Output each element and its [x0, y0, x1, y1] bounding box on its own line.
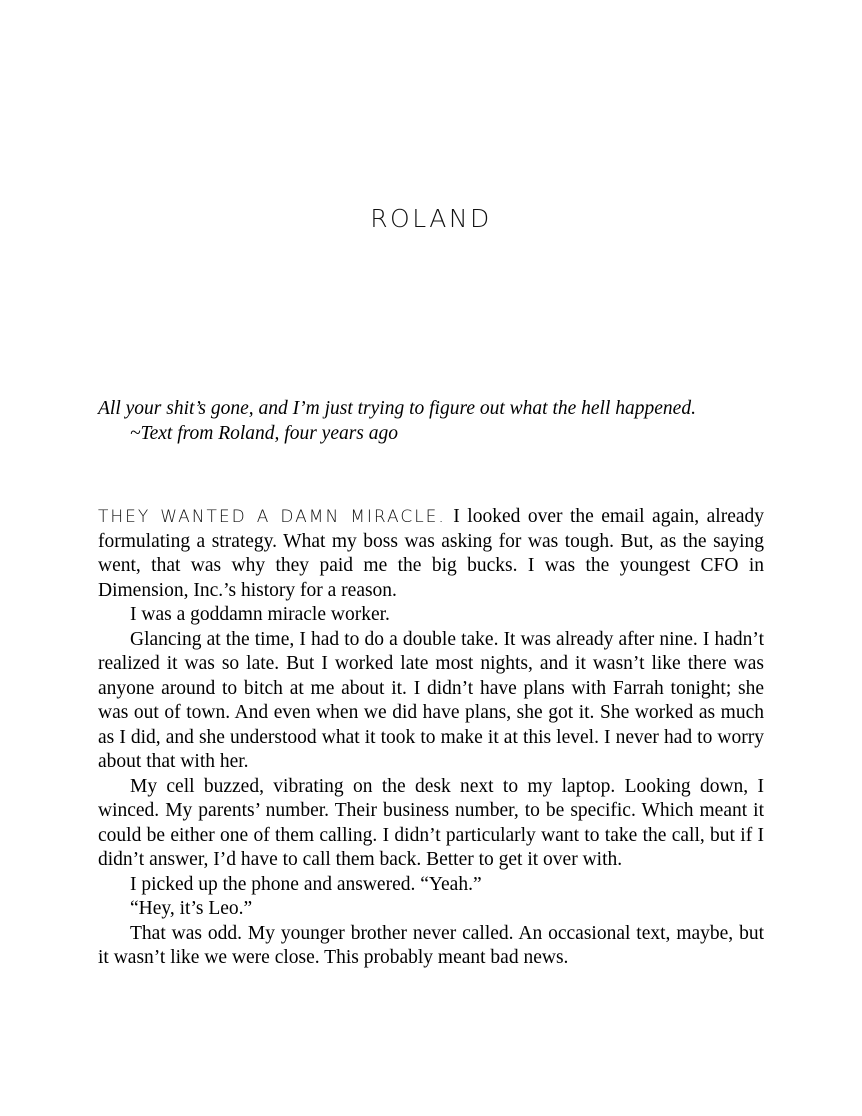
chapter-title: ROLAND [370, 204, 492, 233]
paragraph-5: I picked up the phone and answered. “Yeah.” [130, 873, 482, 895]
paragraph-2: I was a goddamn miracle worker. [130, 604, 390, 625]
paragraph-1 [98, 505, 764, 603]
lead-in-small-caps: THEY WANTED A DAMN MIRACLE. [98, 507, 446, 527]
epigraph [98, 396, 764, 446]
paragraph-4: My cell buzzed, vibrating on the desk next to my laptop. Looking down, I winced. My parents’ number. Their business number, to be specific. Which meant it could be either one of them calling. I didn’t particularly want to take the call, but if I didn’t answer, I’d have to call them back. Better to get it over with. [98, 775, 764, 870]
paragraph-6: “Hey, it’s Leo.” [130, 898, 253, 919]
paragraph-7: That was odd. My younger brother never called. An occasional text, maybe, but it wasn’t like we were close. This probably meant bad news. [98, 922, 764, 968]
epigraph-quote: All your shit’s gone, and I’m just trying to figure out what the hell happened. [98, 398, 696, 419]
chapter-body [98, 505, 764, 971]
paragraph-1-text: I looked over the email again, already formulating a strategy. What my boss was asking for was tough. But, as the saying went, that was why they paid me the big bucks. I was the youngest CFO in Dimension, Inc.’s history for a reason. [98, 506, 764, 601]
paragraph-3: Glancing at the time, I had to do a double take. It was already after nine. I hadn’t realized it was so late. But I worked late most nights, and it wasn’t like there was anyone around to bitch at me about it. I didn’t have plans with Farrah tonight; she was out of town. And even when we did have plans, she got it. She worked as much as I did, and she understood what it took to make it at this level. I never had to worry about that with her. [98, 628, 764, 772]
epigraph-attribution: ~Text from Roland, four years ago [130, 423, 399, 444]
